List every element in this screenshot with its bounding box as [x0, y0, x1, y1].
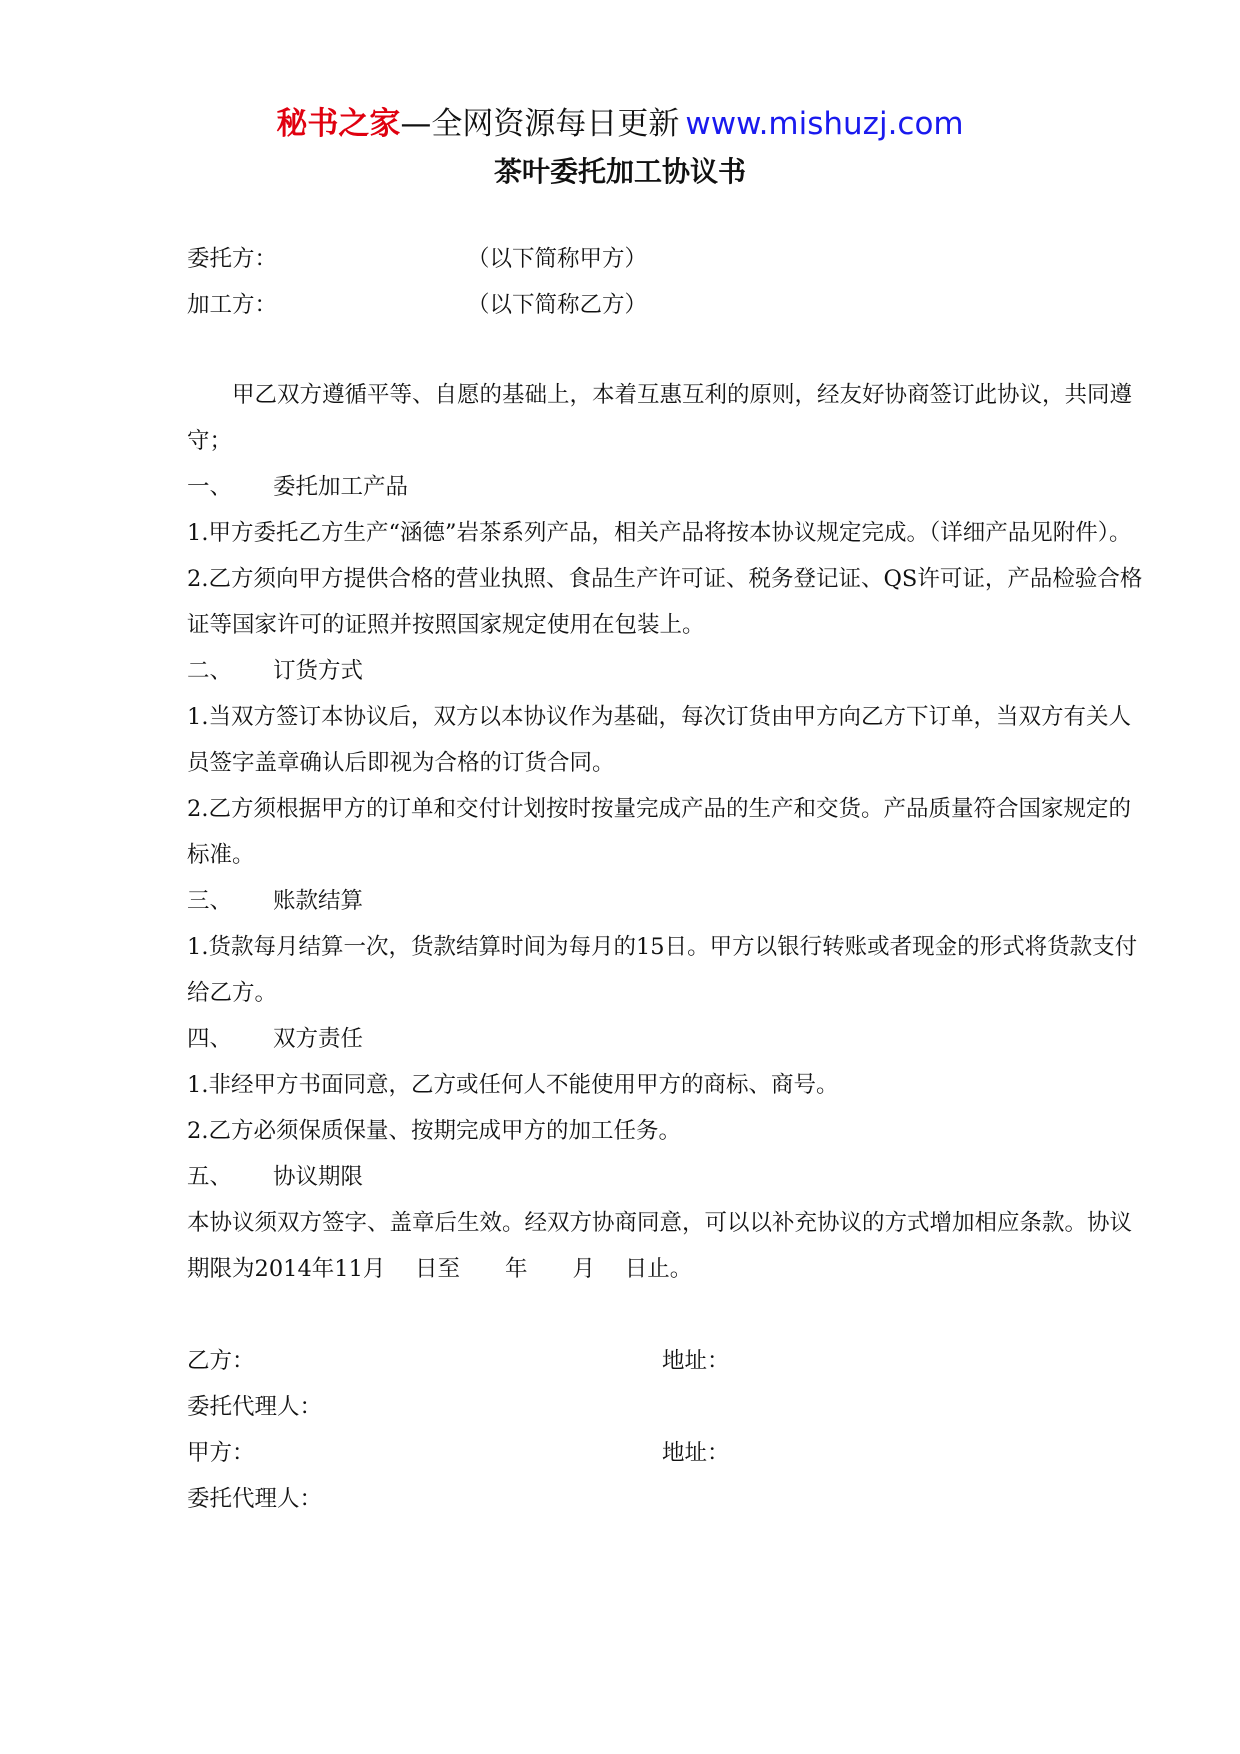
brand-name: 秘书之家 [276, 106, 401, 142]
document-body [187, 236, 1147, 1522]
site-url: www.mishuzj.com [685, 106, 964, 142]
header-tagline: 全网资源每日更新 [431, 106, 680, 142]
clause-text: 2.乙方须向甲方提供合格的营业执照、食品生产许可证、税务登记证、QS许可证，产品检验合格证等国家许可的证照并按照国家规定使用在包装上。 [187, 566, 1143, 638]
clause-text: 本协议须双方签字、盖章后生效。经双方协商同意，可以以补充协议的方式增加相应条款。协议期限为2014年11月 日至 年 月 日止。 [187, 1210, 1133, 1282]
section-heading [187, 878, 1147, 924]
section-title: 双方责任 [273, 1026, 364, 1052]
clause-text: 1.甲方委托乙方生产“涵德”岩茶系列产品，相关产品将按本协议规定完成。（详细产品见附件）。 [187, 520, 1132, 546]
header-dash: — [400, 106, 432, 142]
section-heading [187, 648, 1147, 694]
signature-row-agent-b [187, 1384, 1147, 1430]
section-title: 账款结算 [273, 888, 364, 914]
party-client-row [187, 236, 1147, 282]
signature-row-agent-a [187, 1476, 1147, 1522]
agent-label: 委托代理人： [187, 1486, 323, 1512]
section-title: 委托加工产品 [273, 474, 409, 500]
document-title: 茶叶委托加工协议书 [493, 155, 746, 188]
section-heading [187, 464, 1147, 510]
client-label: 委托方： [187, 246, 278, 272]
signature-row-party-a [187, 1430, 1147, 1476]
spacer [187, 328, 1147, 372]
spacer [187, 1292, 1147, 1338]
clause-text: 2.乙方须根据甲方的订单和交付计划按时按量完成产品的生产和交货。产品质量符合国家规定的标准。 [187, 796, 1131, 868]
section-number: 五、 [187, 1164, 233, 1190]
section-number: 一、 [187, 474, 233, 500]
clause-text: 2.乙方必须保质保量、按期完成甲方的加工任务。 [187, 1118, 681, 1144]
section-heading [187, 1016, 1147, 1062]
address-label: 地址： [662, 1348, 730, 1374]
section-title: 订货方式 [273, 658, 364, 684]
section-number: 三、 [187, 888, 233, 914]
clause-text: 1.货款每月结算一次，货款结算时间为每月的15日。甲方以银行转账或者现金的形式将货款支付给乙方。 [187, 934, 1138, 1006]
section-number: 二、 [187, 658, 233, 684]
intro-paragraph: 甲乙双方遵循平等、自愿的基础上，本着互惠互利的原则，经友好协商签订此协议，共同遵守； [187, 382, 1133, 454]
section-number: 四、 [187, 1026, 233, 1052]
section-title: 协议期限 [273, 1164, 364, 1190]
site-header [0, 102, 1240, 146]
processor-label: 加工方： [187, 292, 278, 318]
party-b-label: 乙方： [187, 1348, 255, 1374]
signature-row-party-b [187, 1338, 1147, 1384]
address-label: 地址： [662, 1440, 730, 1466]
client-note: （以下简称甲方） [467, 246, 648, 272]
clause-text: 1.当双方签订本协议后，双方以本协议作为基础，每次订货由甲方向乙方下订单，当双方有关人员签字盖章确认后即视为合格的订货合同。 [187, 704, 1131, 776]
section-heading [187, 1154, 1147, 1200]
clause-text: 1.非经甲方书面同意，乙方或任何人不能使用甲方的商标、商号。 [187, 1072, 839, 1098]
processor-note: （以下简称乙方） [467, 292, 648, 318]
agent-label: 委托代理人： [187, 1394, 323, 1420]
party-processor-row [187, 282, 1147, 328]
party-a-label: 甲方： [187, 1440, 255, 1466]
